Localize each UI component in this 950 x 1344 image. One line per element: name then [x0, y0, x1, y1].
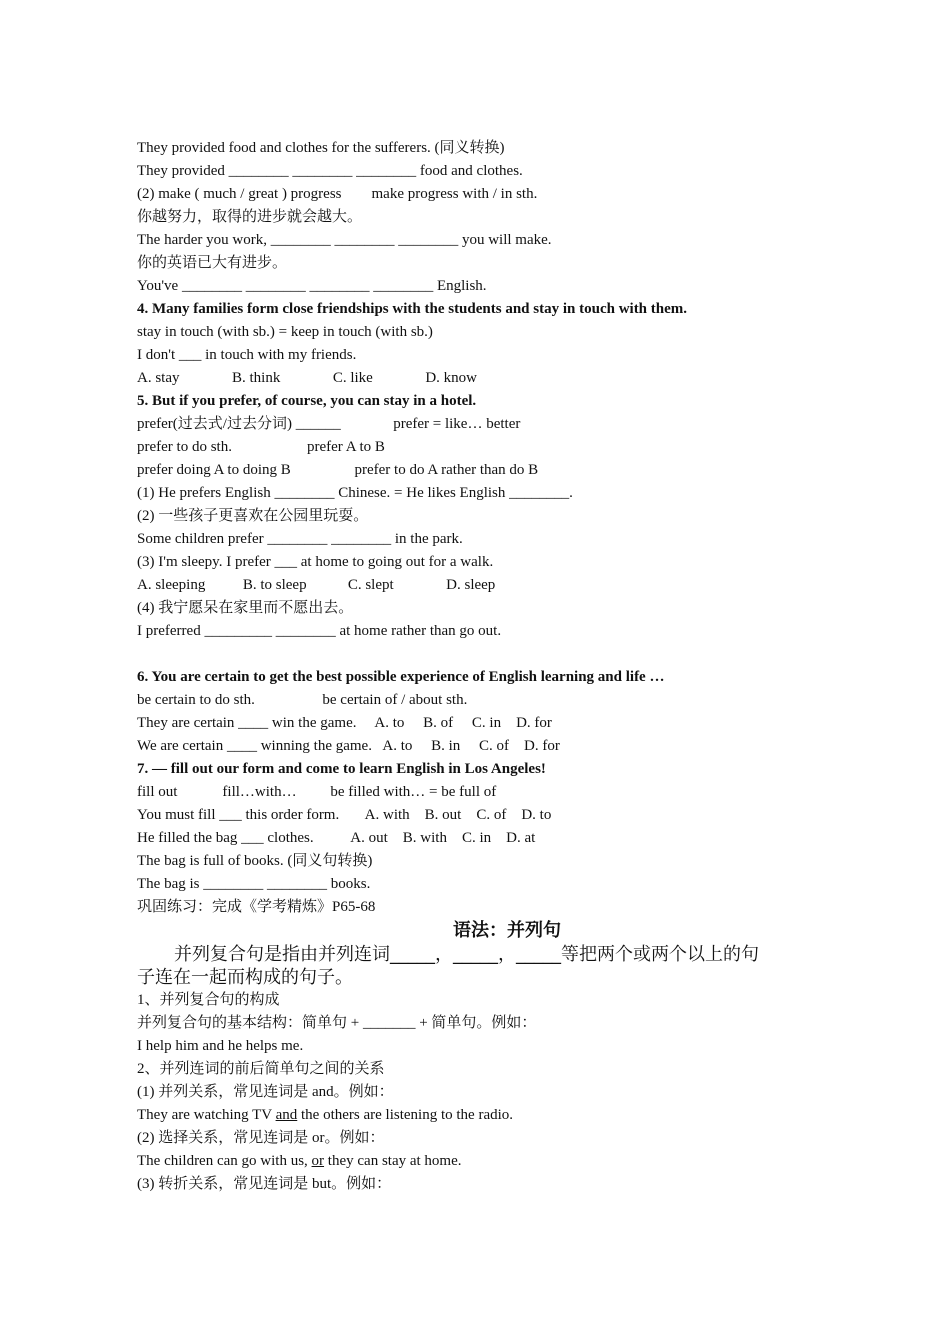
text-line: 巩固练习：完成《学考精炼》P65-68: [137, 899, 376, 915]
text-line: The harder you work, ________ ________ ________ you will make.: [137, 232, 552, 248]
text-line: stay in touch (with sb.) = keep in touch (with sb.): [137, 324, 433, 340]
text-line: 你越努力，取得的进步就会越大。: [137, 209, 363, 225]
example-and: [137, 1104, 837, 1127]
grammar-line: 2、并列连词的前后简单句之间的关系: [137, 1061, 385, 1077]
grammar-line: (2) 选择关系，常见连词是 or。例如：: [137, 1130, 385, 1146]
grammar-line: (3) 转折关系，常见连词是 but。例如：: [137, 1176, 392, 1192]
example-text: The children can go with us,: [137, 1153, 312, 1169]
section-heading-5: 5. But if you prefer, of course, you can stay in a hotel.: [137, 393, 477, 409]
grammar-intro-line2: 子连在一起而构成的句子。: [137, 967, 353, 988]
example-text: the others are listening to the radio.: [297, 1107, 514, 1123]
text-line: prefer(过去式/过去分词) ______ prefer = like… better: [137, 416, 521, 432]
choice-line: A. stay B. think C. like D. know: [137, 370, 477, 386]
blank-line: [137, 643, 837, 666]
text-line: The bag is full of books. (同义句转换): [137, 853, 373, 869]
text-line: We are certain ____ winning the game. A. to B. in C. of D. for: [137, 738, 560, 754]
document-body: [137, 137, 837, 1196]
text-line: (2) make ( much / great ) progress make progress with / in sth.: [137, 186, 538, 202]
text-line: (3) I'm sleepy. I prefer ___ at home to going out for a walk.: [137, 554, 494, 570]
grammar-title: 语法：并列句: [453, 920, 561, 941]
text-line: (4) 我宁愿呆在家里而不愿出去。: [137, 600, 354, 616]
text-line: prefer doing A to doing B prefer to do A rather than do B: [137, 462, 539, 478]
grammar-intro-line1: 并列复合句是指由并列连词_____，_____，_____等把两个或两个以上的句: [174, 944, 759, 965]
example-text: they can stay at home.: [324, 1153, 462, 1169]
choice-line: A. sleeping B. to sleep C. slept D. sleep: [137, 577, 496, 593]
conjunction-and: and: [275, 1107, 298, 1123]
text-line: He filled the bag ___ clothes. A. out B. with C. in D. at: [137, 830, 536, 846]
text-line: fill out fill…with… be filled with… = be full of: [137, 784, 497, 800]
text-line: They are certain ____ win the game. A. to B. of C. in D. for: [137, 715, 552, 731]
example-or: [137, 1150, 837, 1173]
section-heading-7: 7. — fill out our form and come to learn English in Los Angeles!: [137, 761, 546, 777]
grammar-line: 1、并列复合句的构成: [137, 992, 280, 1008]
grammar-line: I help him and he helps me.: [137, 1038, 304, 1054]
text-line: I preferred _________ ________ at home rather than go out.: [137, 623, 502, 639]
text-line: prefer to do sth. prefer A to B: [137, 439, 385, 455]
text-line: I don't ___ in touch with my friends.: [137, 347, 357, 363]
text-line: You've ________ ________ ________ ________ English.: [137, 278, 487, 294]
text-line: 你的英语已大有进步。: [137, 255, 288, 271]
text-line: You must fill ___ this order form. A. with B. out C. of D. to: [137, 807, 552, 823]
text-line: Some children prefer ________ ________ in the park.: [137, 531, 463, 547]
grammar-line: 并列复合句的基本结构：简单句 + _______ + 简单句。例如：: [137, 1015, 537, 1031]
text-line: be certain to do sth. be certain of / about sth.: [137, 692, 468, 708]
text-line: (1) He prefers English ________ Chinese. = He likes English ________.: [137, 485, 573, 501]
conjunction-or: or: [311, 1153, 325, 1169]
example-text: They are watching TV: [137, 1107, 276, 1123]
grammar-line: (1) 并列关系，常见连词是 and。例如：: [137, 1084, 394, 1100]
section-heading-6: 6. You are certain to get the best possible experience of English learning and life …: [137, 669, 665, 685]
text-line: The bag is ________ ________ books.: [137, 876, 371, 892]
text-line: They provided food and clothes for the sufferers. (同义转换): [137, 140, 505, 156]
text-line: (2) 一些孩子更喜欢在公园里玩耍。: [137, 508, 369, 524]
text-line: They provided ________ ________ ________ food and clothes.: [137, 163, 523, 179]
section-heading-4: 4. Many families form close friendships with the students and stay in touch with them.: [137, 301, 688, 317]
